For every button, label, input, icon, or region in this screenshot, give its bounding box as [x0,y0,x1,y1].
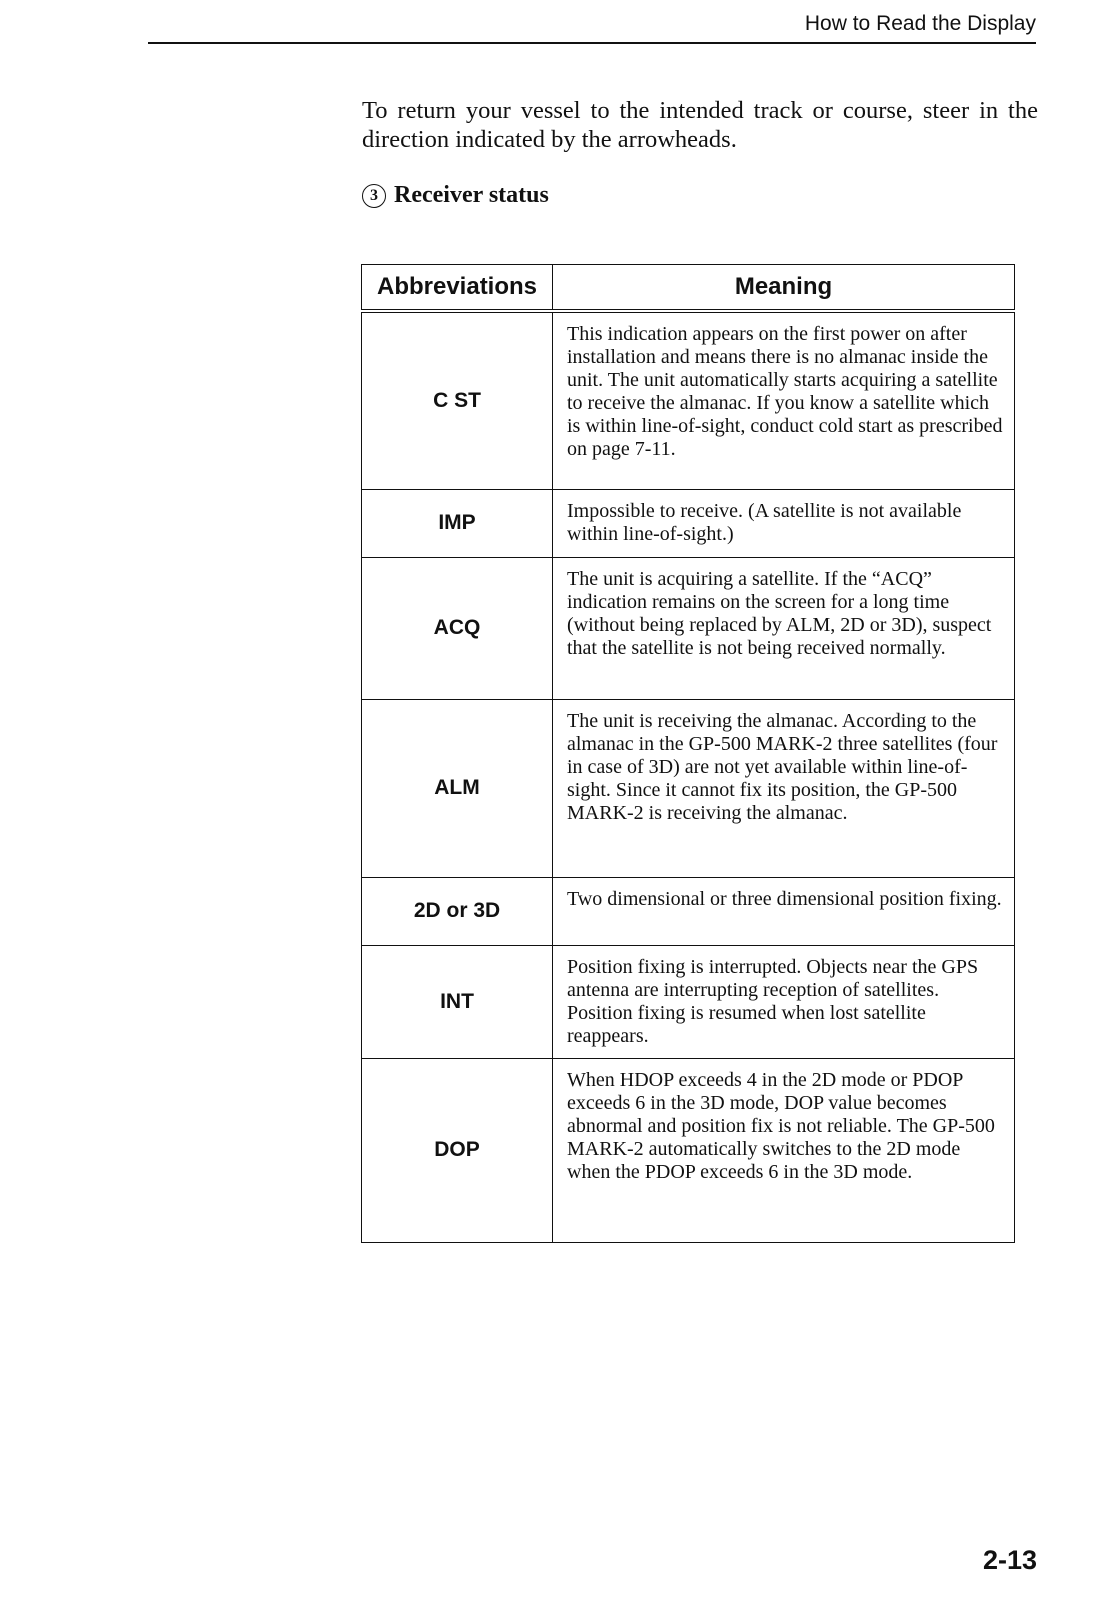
abbr-cell: IMP [362,489,553,557]
meaning-cell: Two dimensional or three dimensional position fixing. [553,877,1015,945]
receiver-status-table [361,264,1015,1243]
meaning-cell: When HDOP exceeds 4 in the 2D mode or PDOP exceeds 6 in the 3D mode, DOP value becomes abnormal and position fix is not reliable. The GP-500 MARK-2 automatically switches to the 2D mode when the PDOP exceeds 6 in the 3D mode. [553,1058,1015,1242]
meaning-cell: This indication appears on the first power on after installation and means there is no almanac inside the unit. The unit automatically starts acquiring a satellite to receive the almanac. If you know a satellite which is within line-of-sight, conduct cold start as prescribed on page 7-11. [553,311,1015,489]
abbr-cell: 2D or 3D [362,877,553,945]
meaning-cell: The unit is receiving the almanac. According to the almanac in the GP-500 MARK-2 three satellites (four in case of 3D) are not yet available within line-of-sight. Since it cannot fix its position, the GP-500 MARK-2 is receiving the almanac. [553,699,1015,877]
meaning-cell: Impossible to receive. (A satellite is not available within line-of-sight.) [553,489,1015,557]
abbr-cell: INT [362,945,553,1058]
section-number: 3 [362,184,386,208]
section-title: Receiver status [394,182,549,208]
page-number: 2-13 [982,1545,1037,1575]
table-row [362,557,1015,699]
abbr-cell: C ST [362,311,553,489]
table-header-row [362,265,1015,312]
section-heading [362,182,549,209]
meaning-cell: The unit is acquiring a satellite. If the “ACQ” indication remains on the screen for a long time (without being replaced by ALM, 2D or 3D), suspect that the satellite is not being received normally. [553,557,1015,699]
table-row [362,311,1015,489]
header-rule [148,42,1036,44]
table-row [362,489,1015,557]
header-abbreviations: Abbreviations [362,265,553,312]
header-meaning: Meaning [553,265,1015,312]
meaning-cell: Position fixing is interrupted. Objects near the GPS antenna are interrupting reception of satellites. Position fixing is resumed when lost satellite reappears. [553,945,1015,1058]
running-header: How to Read the Display [804,12,1036,35]
table-row [362,699,1015,877]
table-row [362,945,1015,1058]
intro-paragraph: To return your vessel to the intended track or course, steer in the direction indicated by the arrowheads. [362,97,1038,153]
table-row [362,1058,1015,1242]
abbr-cell: DOP [362,1058,553,1242]
abbr-cell: ACQ [362,557,553,699]
abbr-cell: ALM [362,699,553,877]
table-row [362,877,1015,945]
